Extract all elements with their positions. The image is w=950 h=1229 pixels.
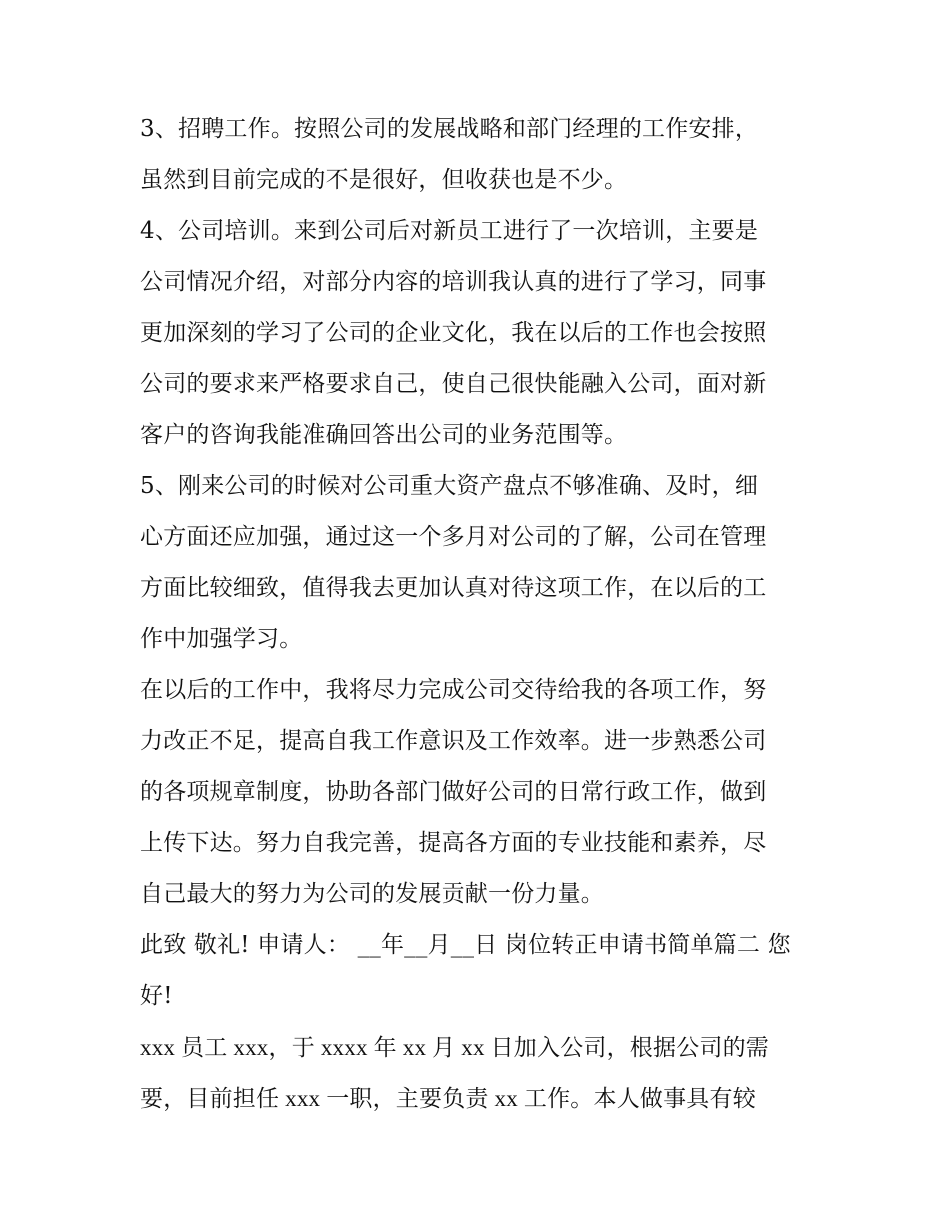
text-line-18: 好! <box>140 983 173 1009</box>
text-line-8: 5、刚来公司的时候对公司重大资产盘点不够准确、及时，细 <box>140 473 759 499</box>
text-line-1: 3、招聘工作。按照公司的发展战略和部门经理的工作安排， <box>140 116 759 142</box>
document-body <box>140 104 820 1124</box>
text-line-10: 方面比较细致，值得我去更加认真对待这项工作，在以后的工 <box>140 575 767 601</box>
text-line-16: 自己最大的努力为公司的发展贡献一份力量。 <box>140 881 604 907</box>
text-line-19: xxx 员工 xxx，于 xxxx 年 xx 月 xx 日加入公司，根据公司的需 <box>140 1035 769 1060</box>
text-line-13: 力改正不足，提高自我工作意识及工作效率。进一步熟悉公司 <box>140 728 767 754</box>
text-line-14: 的各项规章制度，协助各部门做好公司的日常行政工作，做到 <box>140 779 767 805</box>
text-line-2: 虽然到目前完成的不是很好，但收获也是不少。 <box>140 167 628 193</box>
text-line-12: 在以后的工作中，我将尽力完成公司交待给我的各项工作，努 <box>140 677 767 703</box>
text-line-3: 4、公司培训。来到公司后对新员工进行了一次培训，主要是 <box>140 218 759 244</box>
text-line-9: 心方面还应加强，通过这一个多月对公司的了解，公司在管理 <box>140 524 767 550</box>
text-line-17: 此致 敬礼! 申请人： __年__月__日 岗位转正申请书简单篇二 您 <box>140 932 791 958</box>
text-line-5: 更加深刻的学习了公司的企业文化，我在以后的工作也会按照 <box>140 320 767 346</box>
text-line-15: 上传下达。努力自我完善，提高各方面的专业技能和素养，尽 <box>140 830 767 856</box>
text-line-20: 要，目前担任 xxx 一职，主要负责 xx 工作。本人做事具有较 <box>140 1086 756 1111</box>
text-line-4: 公司情况介绍，对部分内容的培训我认真的进行了学习，同事 <box>140 269 767 295</box>
text-line-7: 客户的咨询我能准确回答出公司的业务范围等。 <box>140 422 628 448</box>
text-line-11: 作中加强学习。 <box>140 626 303 652</box>
text-line-6: 公司的要求来严格要求自己，使自己很快能融入公司，面对新 <box>140 371 767 397</box>
